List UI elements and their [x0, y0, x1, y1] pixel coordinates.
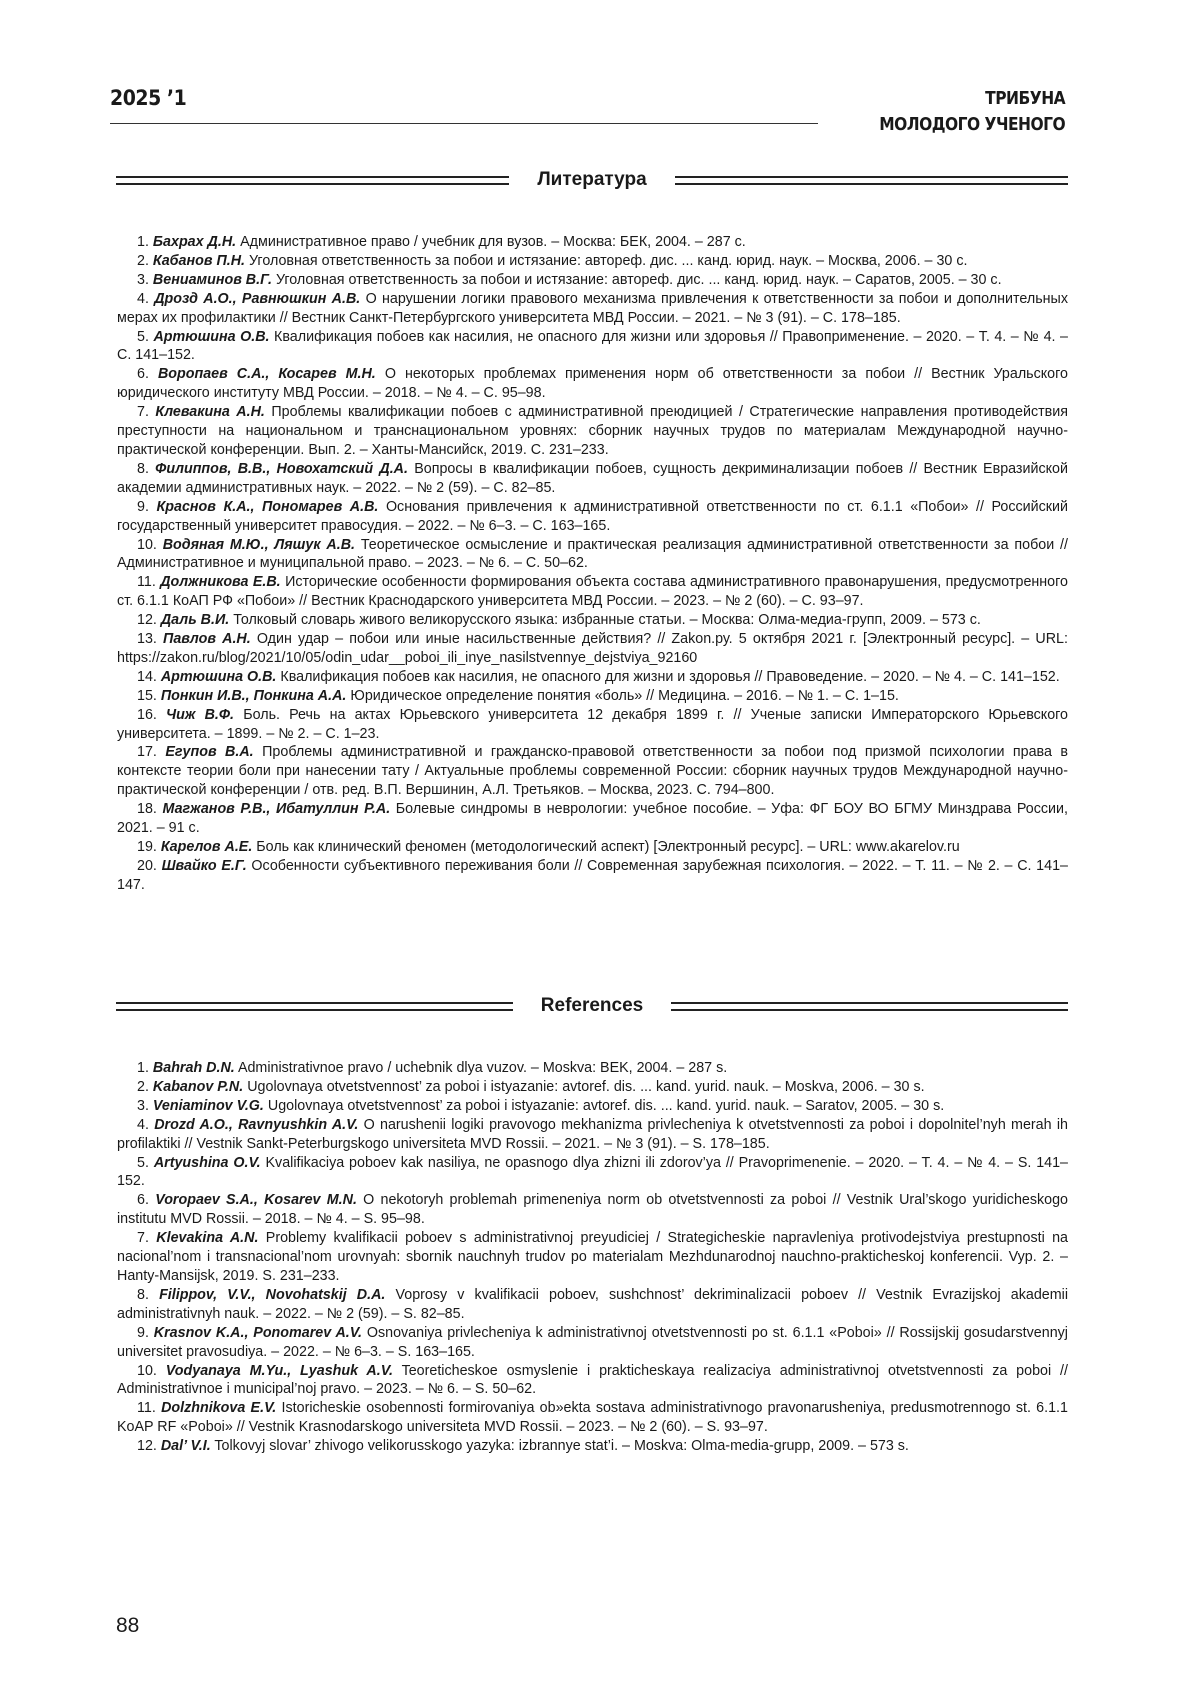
- reference-text: Administrativnoe pravo / uchebnik dlya vuzov. – Moskva: BEK, 2004. – 287 s.: [237, 1060, 728, 1076]
- reference-number: 1.: [137, 234, 149, 250]
- reference-number: 3.: [137, 1097, 149, 1114]
- reference-item: [117, 1097, 1068, 1116]
- reference-number: 18.: [137, 801, 157, 818]
- reference-text: O nekotoryh problemah primeneniya norm ob otvetstvennosti za poboi // Vestnik Ural’skogo yuridicheskogo institutu MVD Rossii. – 2018. – № 4. – S. 95–98.: [117, 1192, 1068, 1228]
- references-heading: [116, 994, 1068, 1018]
- references-title: References: [540, 995, 644, 1016]
- reference-item: [117, 498, 1068, 536]
- reference-number: 16.: [137, 706, 157, 723]
- reference-text: Ugolovnaya otvetstvennost’ za poboi i istyazanie: avtoref. dis. ... kand. yurid. nauk. – Moskva, 2006. – 30 s.: [247, 1078, 925, 1095]
- reference-number: 4.: [137, 290, 149, 307]
- reference-item: [117, 1116, 1068, 1154]
- reference-author: Артюшина О.В.: [160, 668, 277, 685]
- reference-item: [117, 1229, 1068, 1286]
- reference-author: Швайко Е.Г.: [161, 857, 247, 874]
- reference-text: Болевые синдромы в неврологии: учебное пособие. – Уфа: ФГ БОУ ВО БГМУ Минздрава России, 2021. – 91 с.: [117, 801, 1068, 837]
- reference-author: Кабанов П.Н.: [152, 252, 245, 269]
- reference-author: Voropaev S.A., Kosarev M.N.: [155, 1192, 357, 1209]
- reference-text: Kvalifikaciya poboev kak nasiliya, ne opasnogo dlya zhizni ili zdorov’ya // Pravoprimenenie. – 2020. – T. 4. – № 4. – S. 141–152.: [117, 1154, 1068, 1190]
- reference-item: [117, 1191, 1068, 1229]
- reference-number: 9.: [137, 1324, 149, 1341]
- reference-number: 13.: [137, 631, 157, 648]
- page-number: 88: [116, 1614, 140, 1637]
- reference-text: Вопросы в квалификации побоев, сущность декриминализации побоев // Вестник Евразийской академии административных наук. – 2022. – № 2 (59). – С. 82–85.: [117, 460, 1068, 496]
- reference-text: Osnovaniya privlecheniya k administrativnoj otvetstvennosti po st. 6.1.1 «Poboi» // Rossijskij gosudarstvennyj universitet pravosudiya. – 2022. – № 6–3. – S. 163–165.: [117, 1324, 1068, 1360]
- reference-author: Dolzhnikova E.V.: [161, 1400, 277, 1417]
- reference-item: [117, 233, 1068, 252]
- heading-rule-left: [116, 176, 509, 185]
- reference-item: [117, 611, 1068, 630]
- reference-author: Dal’ V.I.: [160, 1438, 211, 1455]
- reference-number: 12.: [137, 612, 157, 629]
- reference-text: Боль. Речь на актах Юрьевского университета 12 декабря 1899 г. // Ученые записки Императорского Юрьевского университета. – 1899. – № 2. – С. 1–23.: [117, 706, 1068, 742]
- reference-number: 10.: [137, 1362, 157, 1379]
- reference-item: [117, 800, 1068, 838]
- reference-number: 1.: [137, 1060, 149, 1076]
- reference-author: Карелов А.Е.: [160, 839, 253, 855]
- reference-author: Дрозд А.О., Равнюшкин А.В.: [154, 290, 361, 307]
- reference-number: 20.: [137, 857, 157, 874]
- reference-text: Основания привлечения к административной ответственности по ст. 6.1.1 «Побои» // Российский государственный университет правосудия. – 2022. – № 6–3. – С. 163–165.: [117, 498, 1068, 534]
- reference-author: Veniaminov V.G.: [152, 1097, 264, 1114]
- reference-number: 7.: [137, 1230, 149, 1247]
- reference-author: Воропаев С.А., Косарев М.Н.: [157, 366, 376, 383]
- reference-item: [117, 706, 1068, 744]
- reference-author: Должникова Е.В.: [160, 574, 281, 591]
- reference-item: [117, 328, 1068, 366]
- reference-item: [117, 1362, 1068, 1400]
- reference-text: Istoricheskie osobennosti formirovaniya ob»ekta sostava administrativnogo pravonarusheniya, predusmotrennogo st. 6.1.1 KoAP RF «Poboi» // Vestnik Krasnodarskogo universiteta MVD Rossii. – 2023. – № 2 (60). – S. 93–97.: [117, 1400, 1068, 1436]
- reference-number: 12.: [137, 1438, 157, 1455]
- reference-text: О некоторых проблемах применения норм об ответственности за побои // Вестник Уральского юридического институту МВД России. – 2018. – № 4. – С. 95–98.: [117, 366, 1068, 402]
- literature-title: Литература: [537, 169, 647, 190]
- reference-author: Артюшина О.В.: [153, 328, 270, 345]
- reference-text: Tolkovyj slovar’ zhivogo velikorusskogo yazyka: izbrannye stat’i. – Moskva: Olma-media-grupp, 2009. – 573 s.: [214, 1438, 909, 1455]
- reference-item: [117, 838, 1068, 857]
- reference-number: 4.: [137, 1116, 149, 1133]
- reference-text: Один удар – побои или иные насильственные действия? // Zakon.ру. 5 октября 2021 г. [Электронный ресурс]. – URL: https://zakon.ru/blog/2021/10/05/odin_udar__poboi_ili_inye_nasilstvennye_dejstviya_92160: [117, 631, 1068, 666]
- reference-author: Бахрах Д.Н.: [152, 234, 237, 250]
- reference-number: 19.: [137, 839, 157, 855]
- reference-item: [117, 1286, 1068, 1324]
- reference-number: 15.: [137, 687, 157, 704]
- reference-number: 5.: [137, 1154, 149, 1171]
- reference-text: Уголовная ответственность за побои и истязание: автореф. дис. ... канд. юрид. наук. – Москва, 2006. – 30 с.: [248, 252, 968, 269]
- reference-text: Административное право / учебник для вузов. – Москва: БЕК, 2004. – 287 с.: [240, 234, 746, 250]
- reference-item: [117, 687, 1068, 706]
- reference-number: 7.: [137, 404, 149, 421]
- reference-author: Понкин И.В., Понкина А.А.: [160, 687, 347, 704]
- reference-number: 14.: [137, 668, 157, 685]
- reference-text: О нарушении логики правового механизма привлечения к ответственности за побои и дополнительных мерах их профилактики // Вестник Санкт-Петербургского университета МВД России. – 2021. – № 3 (91). – С. 178–185.: [117, 290, 1068, 326]
- reference-item: [117, 1059, 1068, 1078]
- reference-text: Квалификация побоев как насилия, не опасного для жизни или здоровья // Правоприменение. – 2020. – Т. 4. – № 4. – С. 141–152.: [117, 328, 1068, 364]
- journal-title: [879, 86, 1065, 138]
- reference-author: Krasnov K.A., Ponomarev A.V.: [153, 1324, 362, 1341]
- reference-text: Квалификация побоев как насилия, не опасного для жизни и здоровья // Правоведение. – 2020. – № 4. – С. 141–152.: [280, 668, 1060, 685]
- reference-text: Юридическое определение понятия «боль» // Медицина. – 2016. – № 1. – С. 1–15.: [350, 687, 899, 704]
- reference-number: 11.: [137, 574, 156, 591]
- heading-rule-left: [116, 1002, 513, 1011]
- reference-author: Павлов А.Н.: [163, 631, 251, 648]
- literature-heading: [116, 168, 1068, 192]
- reference-number: 2.: [137, 1078, 149, 1095]
- reference-item: [117, 365, 1068, 403]
- reference-author: Filippov, V.V., Novohatskij D.A.: [159, 1286, 386, 1303]
- reference-number: 8.: [137, 460, 149, 477]
- reference-item: [117, 1078, 1068, 1097]
- reference-item: [117, 1437, 1068, 1456]
- reference-item: [117, 1324, 1068, 1362]
- reference-author: Чиж В.Ф.: [166, 706, 235, 723]
- reference-item: [117, 1399, 1068, 1437]
- reference-author: Вениаминов В.Г.: [152, 271, 272, 288]
- reference-number: 6.: [137, 366, 149, 383]
- reference-number: 3.: [137, 271, 149, 288]
- reference-item: [117, 668, 1068, 687]
- reference-text: Problemy kvalifikacii poboev s administrativnoj preyudiciej / Strategicheskie napravleniya protivodejstviya prestupnosti na nacional’nom i transnacional’nom urovnyah: sbornik nauchnyh trudov po materialam Mezhdunarodnoj nauchno-prakticheskoj konferencii. Vyp. 2. – Hanty-Mansijsk, 2019. S. 231–233.: [117, 1230, 1068, 1284]
- reference-text: Боль как клинический феномен (методологический аспект) [Электронный ресурс]. – URL: www.akarelov.ru: [256, 839, 960, 855]
- reference-text: Teoreticheskoe osmyslenie i prakticheskaya realizaciya administrativnoj otvetstvennosti za poboi // Administrativnoe i municipal’noj pravo. – 2023. – № 6. – S. 50–62.: [117, 1362, 1068, 1398]
- reference-text: Особенности субъективного переживания боли // Современная зарубежная психология. – 2022. – Т. 11. – № 2. – С. 141–147.: [117, 857, 1068, 893]
- reference-text: Теоретическое осмысление и практическая реализация административной ответственности за побои // Административное и муниципальной право. – 2023. – № 6. – С. 50–62.: [117, 536, 1068, 572]
- reference-author: Klevakina A.N.: [156, 1230, 259, 1247]
- reference-text: Ugolovnaya otvetstvennost’ za poboi i istyazanie: avtoref. dis. ... kand. yurid. nauk. – Saratov, 2005. – 30 s.: [267, 1097, 945, 1114]
- header-divider: [110, 123, 818, 124]
- references-list: [117, 1059, 1068, 1456]
- reference-item: [117, 252, 1068, 271]
- reference-author: Магжанов Р.В., Ибатуллин Р.А.: [162, 801, 391, 818]
- reference-item: [117, 271, 1068, 290]
- reference-text: Толковый словарь живого великорусского языка: избранные статьи. – Москва: Олма-медиа-групп, 2009. – 573 с.: [233, 612, 981, 629]
- reference-number: 9.: [137, 498, 149, 515]
- reference-item: [117, 460, 1068, 498]
- reference-text: Проблемы административной и гражданско-правовой ответственности за побои под призмой психологии права в контексте теории боли при нанесении тату / Актуальные проблемы современной России: сборник научных трудов Международной научно-практической конференции / отв. ред. В.П. Вершинин, А.Л. Третьяков. – Москва, 2023. С. 794–800.: [117, 744, 1068, 799]
- reference-text: Исторические особенности формирования объекта состава административного правонарушения, предусмотренного ст. 6.1.1 КоАП РФ «Побои» // Вестник Краснодарского университета МВД России. – 2023. – № 2 (60). – С. 93–97.: [117, 574, 1068, 610]
- journal-title-line2: МОЛОДОГО УЧЕНОГО: [879, 114, 1065, 135]
- reference-author: Егупов В.А.: [165, 744, 254, 761]
- reference-number: 2.: [137, 252, 149, 269]
- reference-author: Филиппов, В.В., Новохатский Д.А.: [155, 460, 408, 477]
- reference-number: 6.: [137, 1192, 149, 1209]
- reference-text: O narushenii logiki pravovogo mekhanizma privlecheniya k otvetstvennosti za poboi i dopolnitel’nyh merah ih profilaktiki // Vestnik Sankt-Peterburgskogo universiteta MVD Rossii. – 2021. – № 3 (91). – S. 178–185.: [117, 1116, 1068, 1152]
- reference-text: Проблемы квалификации побоев с административной преюдицией / Стратегические направления противодействия преступности на национальном и транснациональном уровнях: сборник научных трудов по материалам Международной научно-практической конференции. Вып. 2. – Ханты-Мансийск, 2019. С. 231–233.: [117, 404, 1068, 458]
- reference-author: Drozd A.O., Ravnyushkin A.V.: [154, 1116, 359, 1133]
- issue-number: 2025 ’1: [110, 86, 187, 110]
- literature-list: [117, 233, 1068, 895]
- reference-author: Краснов К.А., Пономарев А.В.: [156, 498, 379, 515]
- reference-item: [117, 536, 1068, 574]
- reference-number: 17.: [137, 744, 157, 761]
- reference-number: 8.: [137, 1286, 149, 1303]
- reference-author: Kabanov P.N.: [152, 1078, 244, 1095]
- reference-text: Voprosy v kvalifikacii poboev, sushchnost’ dekriminalizacii poboev // Vestnik Evrazijskoj akademii administrativnyh nauk. – 2022. – № 2 (59). – S. 82–85.: [117, 1286, 1069, 1322]
- reference-number: 5.: [137, 328, 149, 345]
- reference-author: Bahrah D.N.: [152, 1060, 235, 1076]
- reference-item: [117, 857, 1068, 895]
- reference-text: Уголовная ответственность за побои и истязание: автореф. дис. ... канд. юрид. наук. – Саратов, 2005. – 30 с.: [275, 271, 1002, 288]
- reference-author: Artyushina O.V.: [153, 1154, 261, 1171]
- reference-item: [117, 743, 1068, 800]
- reference-author: Клевакина А.Н.: [155, 404, 265, 421]
- reference-author: Водяная М.Ю., Ляшук А.В.: [162, 536, 356, 553]
- reference-item: [117, 1154, 1068, 1192]
- reference-number: 11.: [137, 1400, 156, 1417]
- heading-rule-right: [671, 1002, 1068, 1011]
- reference-author: Vodyanaya M.Yu., Lyashuk A.V.: [165, 1362, 393, 1379]
- reference-item: [117, 290, 1068, 328]
- reference-item: [117, 403, 1068, 460]
- reference-item: [117, 630, 1068, 668]
- reference-item: [117, 573, 1068, 611]
- reference-author: Даль В.И.: [160, 612, 230, 629]
- heading-rule-right: [675, 176, 1068, 185]
- journal-title-line1: ТРИБУНА: [985, 88, 1065, 109]
- reference-number: 10.: [137, 536, 157, 553]
